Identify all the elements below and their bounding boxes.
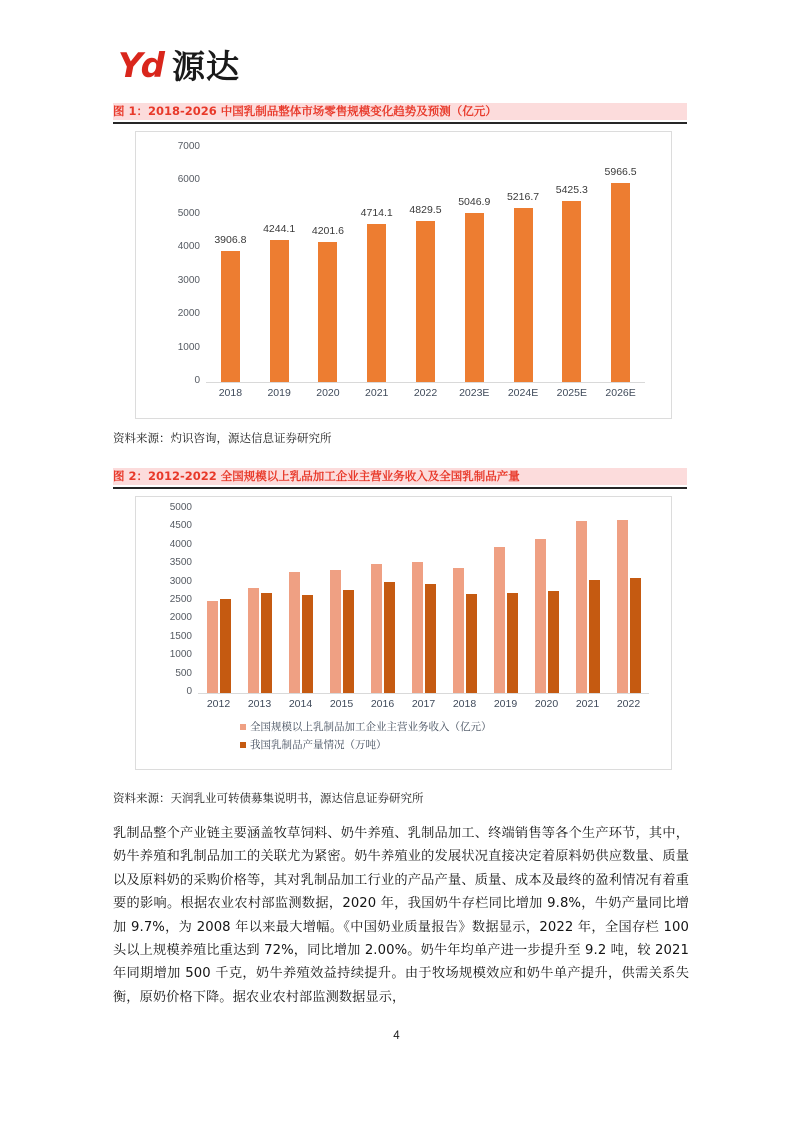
y-axis-tick-label: 6000	[177, 174, 200, 186]
y-axis-tick-label: 2000	[169, 612, 192, 624]
x-axis-category-label: 2025E	[556, 387, 587, 399]
bar-2018-s1	[466, 594, 477, 693]
figure1-title-rule	[113, 122, 687, 124]
bar-2022-s1	[630, 578, 641, 693]
legend-swatch-0	[240, 724, 246, 730]
y-axis-tick-label: 2500	[169, 594, 192, 605]
bar-2020-s1	[548, 591, 559, 693]
x-axis-category-label: 2020	[534, 698, 559, 710]
bar-value-label: 3906.8	[214, 234, 247, 247]
legend-swatch-1	[240, 742, 246, 748]
x-axis-category-label: 2024E	[507, 387, 539, 399]
y-axis-tick-label: 4000	[177, 241, 200, 253]
x-axis-category-label: 2020	[316, 387, 340, 399]
bar-2014-s0	[289, 572, 300, 693]
y-axis-tick-label: 0	[194, 375, 200, 386]
bar-2020-s0	[535, 539, 546, 693]
bar-2018-s0	[221, 251, 240, 382]
bar-2022-s0	[617, 520, 628, 693]
legend-label-1: 我国乳制品产量情况（万吨）	[250, 739, 387, 751]
page-number: 4	[393, 1030, 400, 1042]
figure1-chart	[135, 131, 672, 419]
legend-item-0	[240, 719, 492, 734]
x-axis-category-label: 2015	[329, 698, 354, 710]
bar-2019-s0	[494, 547, 505, 693]
bar-value-label: 5216.7	[506, 190, 540, 203]
x-axis-category-label: 2013	[247, 698, 272, 710]
bar-value-label: 4714.1	[360, 207, 393, 220]
bar-2019-s1	[507, 593, 518, 693]
bar-2023E-s0	[465, 213, 484, 382]
x-axis-category-label: 2022	[413, 387, 438, 399]
y-axis-tick-label: 3000	[177, 274, 200, 286]
figure1-source: 资料来源：灼识咨询，源达信息证券研究所	[113, 431, 332, 445]
bar-2017-s0	[412, 562, 423, 693]
bar-value-label: 5046.9	[458, 196, 491, 209]
x-axis-line	[206, 382, 645, 383]
bar-value-label: 5425.3	[555, 183, 588, 196]
y-axis-tick-label: 4000	[169, 538, 192, 550]
y-axis-tick-label: 7000	[177, 141, 200, 152]
bar-2012-s0	[207, 601, 218, 693]
bar-2015-s0	[330, 570, 341, 693]
figure2-title-rule	[113, 487, 687, 489]
x-axis-category-label: 2019	[267, 387, 291, 399]
bar-2012-s1	[220, 599, 231, 693]
y-axis-tick-label: 5000	[177, 207, 200, 219]
bar-2015-s1	[343, 590, 354, 693]
bar-2026E-s0	[611, 183, 630, 382]
bar-2021-s0	[576, 521, 587, 693]
x-axis-category-label: 2018	[218, 387, 243, 399]
bar-2013-s0	[248, 588, 259, 693]
body-paragraph: 乳制品整个产业链主要涵盖牧草饲料、奶牛养殖、乳制品加工、终端销售等各个生产环节，其中，奶牛养殖和乳制品加工的关联尤为紧密。奶牛养殖业的发展状况直接决定着原料奶供应数量、质量以及原料奶的采购价格等，其对乳制品加工行业的产品产量、质量、成本及最终的盈利情况有着重要的影响。根据农业农村部监测数据，2020 年，我国奶牛存栏同比增加 9.8%，牛奶产量同比增加 9.7%，为 2008 年以来最大增幅。《中国奶业质量报告》数据显示，2022 年，全国存栏 100 头以上规模养殖比重达到 72%，同比增加 2.00%。奶牛年均单产进一步提升至 9.2 吨，较 2021 年同期增加 500 千克，奶牛养殖效益持续提升。由于牧场规模效应和奶牛单产提升，供需关系失衡，原奶价格下降。据农业农村部监测数据显示，	[113, 826, 689, 1005]
y-axis-tick-label: 1500	[169, 630, 192, 642]
legend-item-1	[240, 737, 387, 752]
y-axis-tick-label: 4500	[169, 520, 192, 532]
legend-label-0: 全国规模以上乳制品加工企业主营业务收入（亿元）	[250, 721, 492, 733]
bar-2019-s0	[270, 240, 289, 382]
y-axis-tick-label: 5000	[169, 502, 192, 513]
x-axis-category-label: 2012	[206, 698, 231, 710]
x-axis-category-label: 2019	[493, 698, 518, 710]
figure2-title: 图 2：2012-2022 全国规模以上乳品加工企业主营业务收入及全国乳制品产量	[113, 468, 687, 485]
bar-value-label: 4201.6	[311, 224, 344, 237]
bar-2021-s0	[367, 224, 386, 382]
x-axis-line	[198, 693, 649, 694]
x-axis-category-label: 2014	[288, 698, 313, 710]
logo-mark-yd: Yd	[118, 46, 163, 86]
y-axis-tick-label: 3000	[169, 575, 192, 587]
y-axis-tick-label: 3500	[169, 557, 192, 569]
figure2-chart	[135, 496, 672, 770]
logo-name-cn: 源达	[171, 46, 240, 86]
bar-2014-s1	[302, 595, 313, 693]
bar-2021-s1	[589, 580, 600, 693]
bar-2016-s0	[371, 564, 382, 693]
x-axis-category-label: 2022	[616, 698, 641, 710]
bar-2016-s1	[384, 582, 395, 693]
bar-2022-s0	[416, 221, 435, 382]
x-axis-category-label: 2017	[411, 698, 436, 710]
bar-2013-s1	[261, 593, 272, 693]
bar-2025E-s0	[562, 201, 581, 382]
y-axis-tick-label: 0	[186, 686, 192, 697]
y-axis-tick-label: 1000	[169, 649, 192, 661]
x-axis-category-label: 2016	[370, 698, 395, 710]
bar-value-label: 5966.5	[604, 165, 637, 178]
bar-value-label: 4244.1	[263, 223, 296, 236]
bar-2017-s1	[425, 584, 436, 693]
figure2-source: 资料来源：天润乳业可转债募集说明书，源达信息证券研究所	[113, 791, 424, 805]
bar-2020-s0	[318, 242, 337, 382]
bar-value-label: 4829.5	[409, 203, 442, 216]
y-axis-tick-label: 500	[175, 667, 192, 679]
figure1-title: 图 1：2018-2026 中国乳制品整体市场零售规模变化趋势及预测（亿元）	[113, 103, 687, 120]
y-axis-tick-label: 2000	[177, 308, 200, 320]
bar-2024E-s0	[514, 208, 533, 382]
x-axis-category-label: 2018	[452, 698, 477, 710]
x-axis-category-label: 2021	[575, 698, 600, 710]
x-axis-category-label: 2026E	[605, 387, 636, 399]
x-axis-category-label: 2021	[365, 387, 389, 399]
company-logo	[118, 44, 240, 88]
x-axis-category-label: 2023E	[459, 387, 490, 399]
y-axis-tick-label: 1000	[177, 341, 200, 353]
bar-2018-s0	[453, 568, 464, 693]
